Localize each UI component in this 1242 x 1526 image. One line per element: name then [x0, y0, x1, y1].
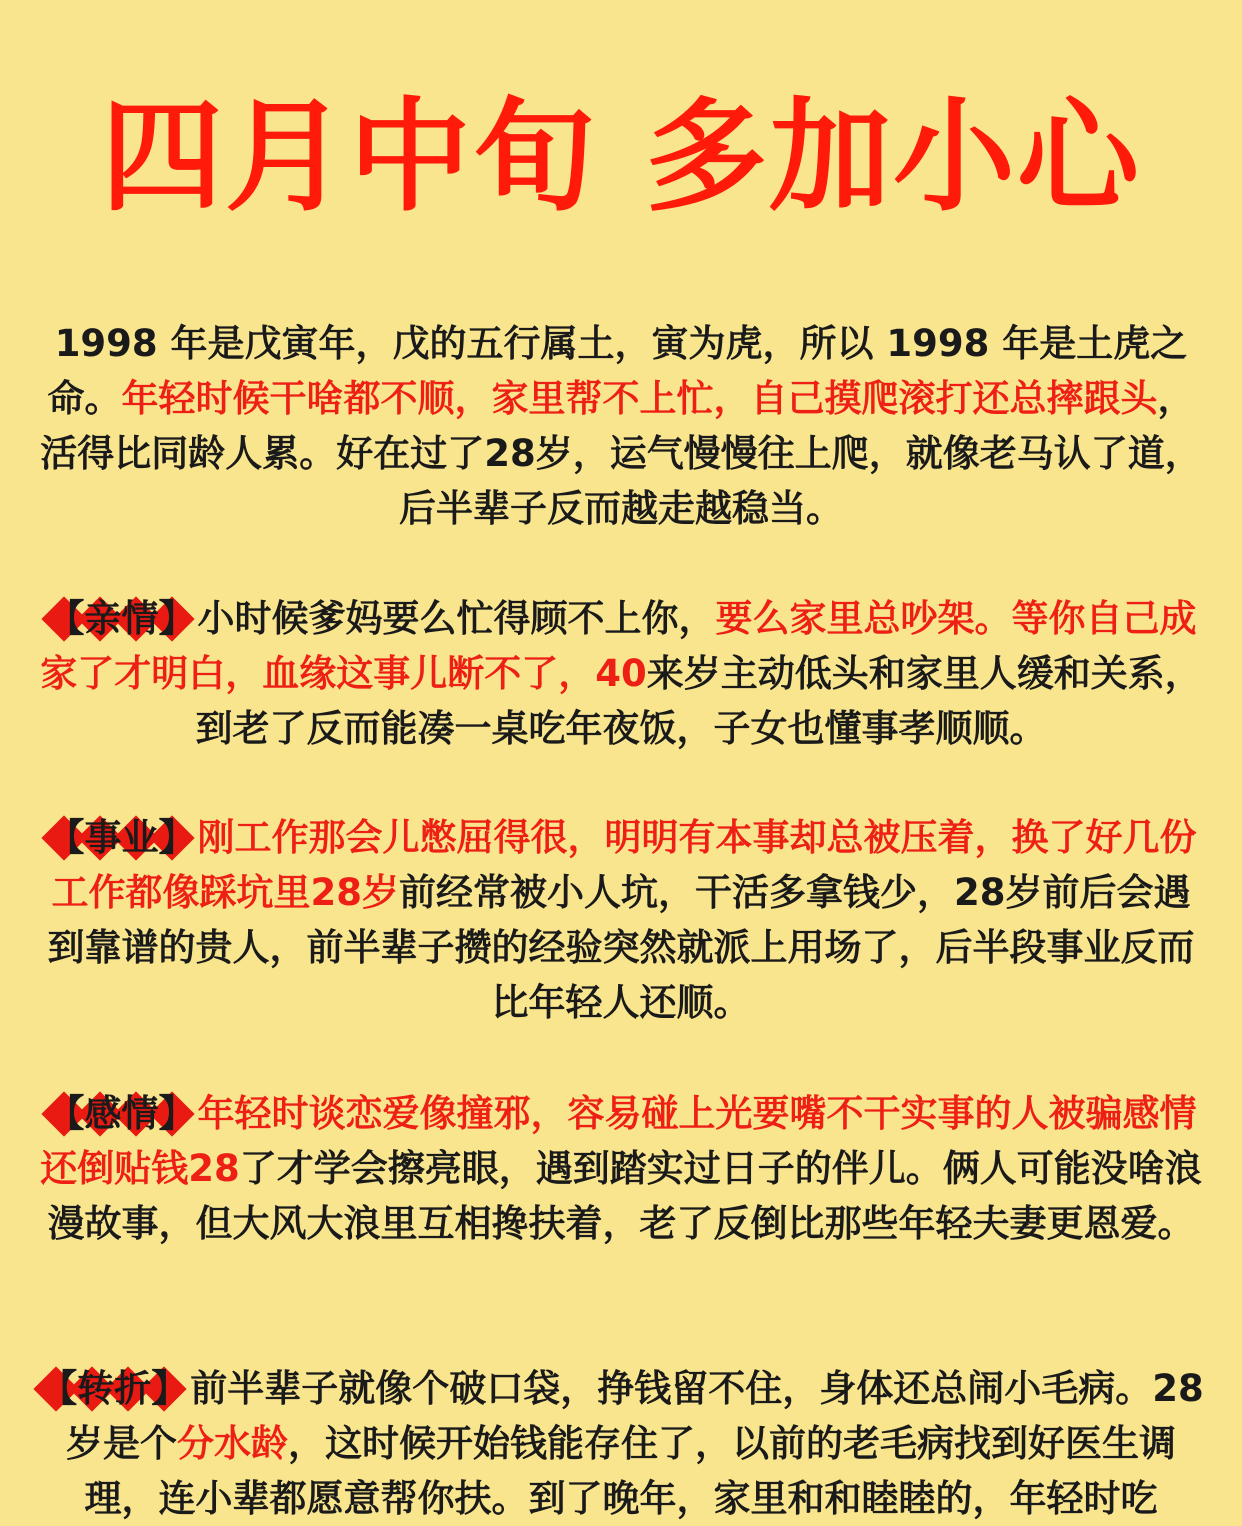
love-text-1: 了才学会擦亮眼，遇到踏实过日子的伴儿。俩人可能没啥浪漫故事，但大风大浪里互相搀扶着，老了反倒比那些年轻夫妻更恩爱。 [47, 1147, 1202, 1245]
love-tag-label: 【感情】 [47, 1092, 196, 1135]
family-paragraph [34, 591, 1208, 756]
family-text-2: 来岁主动低头和家里人缓和关系，到老了反而能凑一桌吃年夜饭，子女也懂事孝顺顺。 [195, 652, 1202, 750]
title-part-2: 多加小心 [645, 86, 1141, 228]
love-highlight: 年轻时谈恋爱像撞邪，容易碰上光要嘴不干实事的人被骗感情还倒贴钱28 [40, 1092, 1197, 1190]
family-tag-label: 【亲情】 [47, 597, 196, 640]
career-text-1: 前经常被小人坑，干活多拿钱少，28岁前后会遇到靠谱的贵人，前半辈子攒的经验突然就派上用场了，后半段事业反而比年轻人还顺。 [47, 871, 1195, 1024]
love-paragraph [34, 1086, 1208, 1251]
family-text-1: 小时候爹妈要么忙得顾不上你， [197, 597, 716, 640]
turning-paragraph [34, 1361, 1208, 1526]
intro-text-2: ，活得比同龄人累。好在过了28岁，运气慢慢往上爬，就像老马认了道，后半辈子反而越走越稳当。 [40, 377, 1202, 530]
career-highlight: 刚工作那会儿憋屈得很，明明有本事却总被压着，换了好几份工作都像踩坑里28岁 [51, 816, 1197, 914]
career-tag [46, 810, 198, 865]
turning-tag [38, 1361, 190, 1416]
intro-text-1: 1998 年是戊寅年，戊的五行属土，寅为虎，所以 1998 年是土虎之命。 [47, 322, 1188, 420]
family-highlight: 要么家里总吵架。等你自己成家了才明白，血缘这事儿断不了，40 [40, 597, 1197, 695]
intro-paragraph [34, 316, 1208, 536]
intro-highlight: 年轻时候干啥都不顺，家里帮不上忙，自己摸爬滚打还总摔跟头 [121, 377, 1158, 420]
career-paragraph [34, 810, 1208, 1030]
family-tag [46, 591, 198, 646]
turning-tag-label: 【转折】 [40, 1367, 189, 1410]
love-tag [46, 1086, 198, 1141]
turning-highlight: 分水龄 [177, 1422, 288, 1465]
turning-text-2: ，这时候开始钱能存住了，以前的老毛病找到好医生调理，连小辈都愿意帮你扶。到了晚年，家里和和睦睦的，年轻时吃 [84, 1422, 1176, 1520]
career-tag-label: 【事业】 [47, 816, 196, 859]
turning-text-1: 前半辈子就像个破口袋，挣钱留不住，身体还总闹小毛病。28岁是个 [66, 1367, 1204, 1465]
page-title [0, 82, 1242, 232]
title-part-1: 四月中旬 [101, 86, 597, 228]
